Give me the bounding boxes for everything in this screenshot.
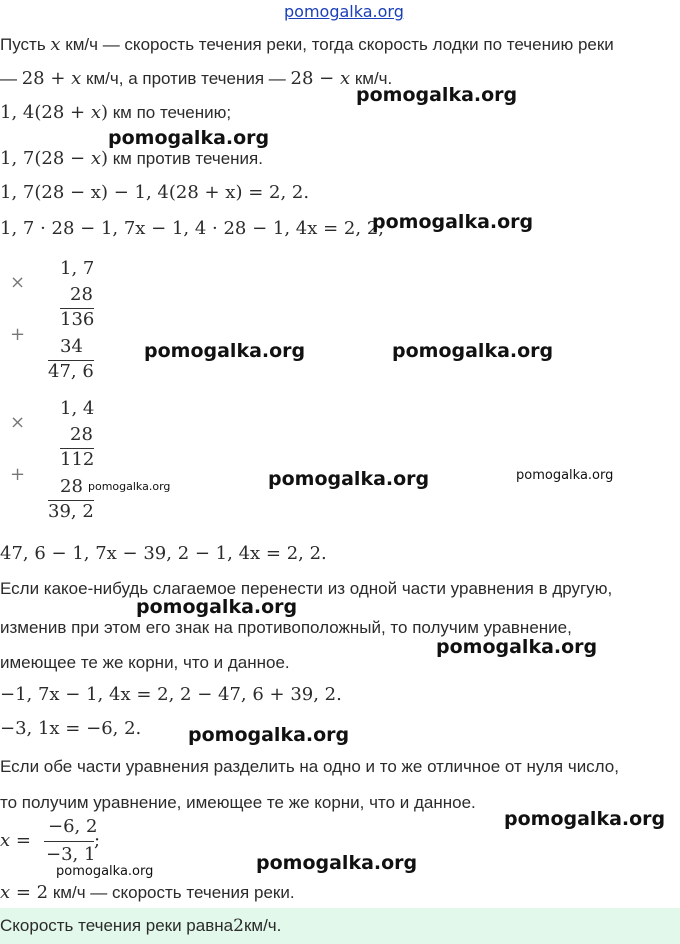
text-line-13: Если обе части уравнения разделить на одно и то же отличное от нуля число,: [0, 757, 619, 776]
text-line-1: [0, 34, 614, 56]
var-x: x: [90, 102, 101, 123]
text: —: [0, 69, 22, 88]
text: км/ч — скорость течения реки, тогда скорость лодки по течению реки: [60, 35, 614, 54]
text: Пусть: [0, 35, 51, 54]
fraction-tail: ;: [94, 830, 101, 851]
text: км/ч, а против течения —: [81, 69, 291, 88]
text-line-3: [0, 102, 231, 124]
watermark: pomogalka.org: [372, 211, 534, 233]
partial-1: 136: [60, 309, 95, 330]
fraction-equation: [0, 814, 110, 870]
factor-b: 28: [70, 284, 93, 305]
partial-1: 112: [60, 449, 95, 470]
watermark: pomogalka.org: [392, 340, 554, 362]
text: км/ч — скорость течения реки.: [48, 883, 295, 902]
factor-a: 1, 7: [60, 258, 95, 279]
text-line-10: имеющее те же корни, что и данное.: [0, 653, 290, 672]
watermark: pomogalka.org: [144, 340, 306, 362]
var-x: x: [339, 68, 351, 89]
watermark-small: pomogalka.org: [56, 864, 154, 879]
factor-a: 1, 4: [60, 398, 95, 419]
multiplication-1: [0, 256, 120, 386]
watermark: pomogalka.org: [504, 808, 666, 830]
math: = 2: [10, 882, 49, 903]
math: ): [100, 102, 108, 123]
product: 39, 2: [48, 501, 94, 522]
text: км против течения.: [108, 149, 263, 168]
text: км по течению;: [108, 103, 232, 122]
partial-2: 34: [60, 336, 83, 357]
partial-2: 28: [60, 476, 83, 497]
text-line-4: [0, 148, 263, 170]
watermark: pomogalka.org: [188, 724, 350, 746]
equation-1: 1, 7(28 − x) − 1, 4(28 + x) = 2, 2.: [0, 182, 310, 203]
equation-4: −1, 7x − 1, 4x = 2, 2 − 47, 6 + 39, 2.: [0, 684, 342, 705]
watermark: pomogalka.org: [108, 127, 270, 149]
var-x: x: [90, 148, 101, 169]
equation-5: −3, 1x = −6, 2.: [0, 718, 142, 739]
math: 28 +: [21, 68, 72, 89]
times-sign: ×: [10, 412, 26, 433]
fraction-numerator: −6, 2: [48, 816, 98, 837]
watermark-small: pomogalka.org: [516, 468, 614, 483]
text: км/ч.: [350, 69, 393, 88]
text-line-15: [0, 882, 295, 904]
plus-sign: +: [10, 324, 26, 345]
watermark: pomogalka.org: [256, 852, 418, 874]
watermark: pomogalka.org: [356, 84, 518, 106]
var-x: x: [0, 882, 11, 903]
text-line-9: изменив при этом его знак на противоположный, то получим уравнение,: [0, 618, 572, 637]
math: ): [100, 148, 108, 169]
text-line-14: то получим уравнение, имеющее те же корни, что и данное.: [0, 793, 476, 812]
math: 1, 4(28 +: [0, 102, 91, 123]
watermark: pomogalka.org: [436, 636, 598, 658]
watermark: pomogalka.org: [268, 468, 430, 490]
var-x: x: [71, 68, 82, 89]
answer-text: Скорость течения реки равна: [0, 916, 234, 935]
equation-3: 47, 6 − 1, 7x − 39, 2 − 1, 4x = 2, 2.: [0, 543, 327, 564]
fraction-bar: [44, 841, 94, 842]
fraction-denominator: −3, 1: [46, 844, 96, 865]
plus-sign: +: [10, 464, 26, 485]
watermark-top[interactable]: pomogalka.org: [284, 2, 404, 21]
answer-box: [0, 908, 680, 944]
math: 1, 7(28 −: [0, 148, 91, 169]
equation-2: 1, 7 · 28 − 1, 7x − 1, 4 · 28 − 1, 4x = 2, 2;: [0, 218, 385, 239]
watermark-small: pomogalka.org: [88, 480, 171, 493]
var-x: x: [50, 34, 61, 55]
product: 47, 6: [48, 361, 94, 382]
multiplication-2: [0, 396, 120, 526]
times-sign: ×: [10, 272, 26, 293]
answer-value: 2: [233, 916, 244, 936]
text-line-8: Если какое-нибудь слагаемое перенести из одной части уравнения в другую,: [0, 579, 613, 598]
factor-b: 28: [70, 424, 93, 445]
answer-unit: км/ч.: [243, 916, 282, 935]
watermark: pomogalka.org: [136, 596, 298, 618]
math: 28 −: [290, 68, 340, 89]
fraction-lhs: x =: [0, 830, 31, 851]
text-line-2: [0, 68, 392, 90]
